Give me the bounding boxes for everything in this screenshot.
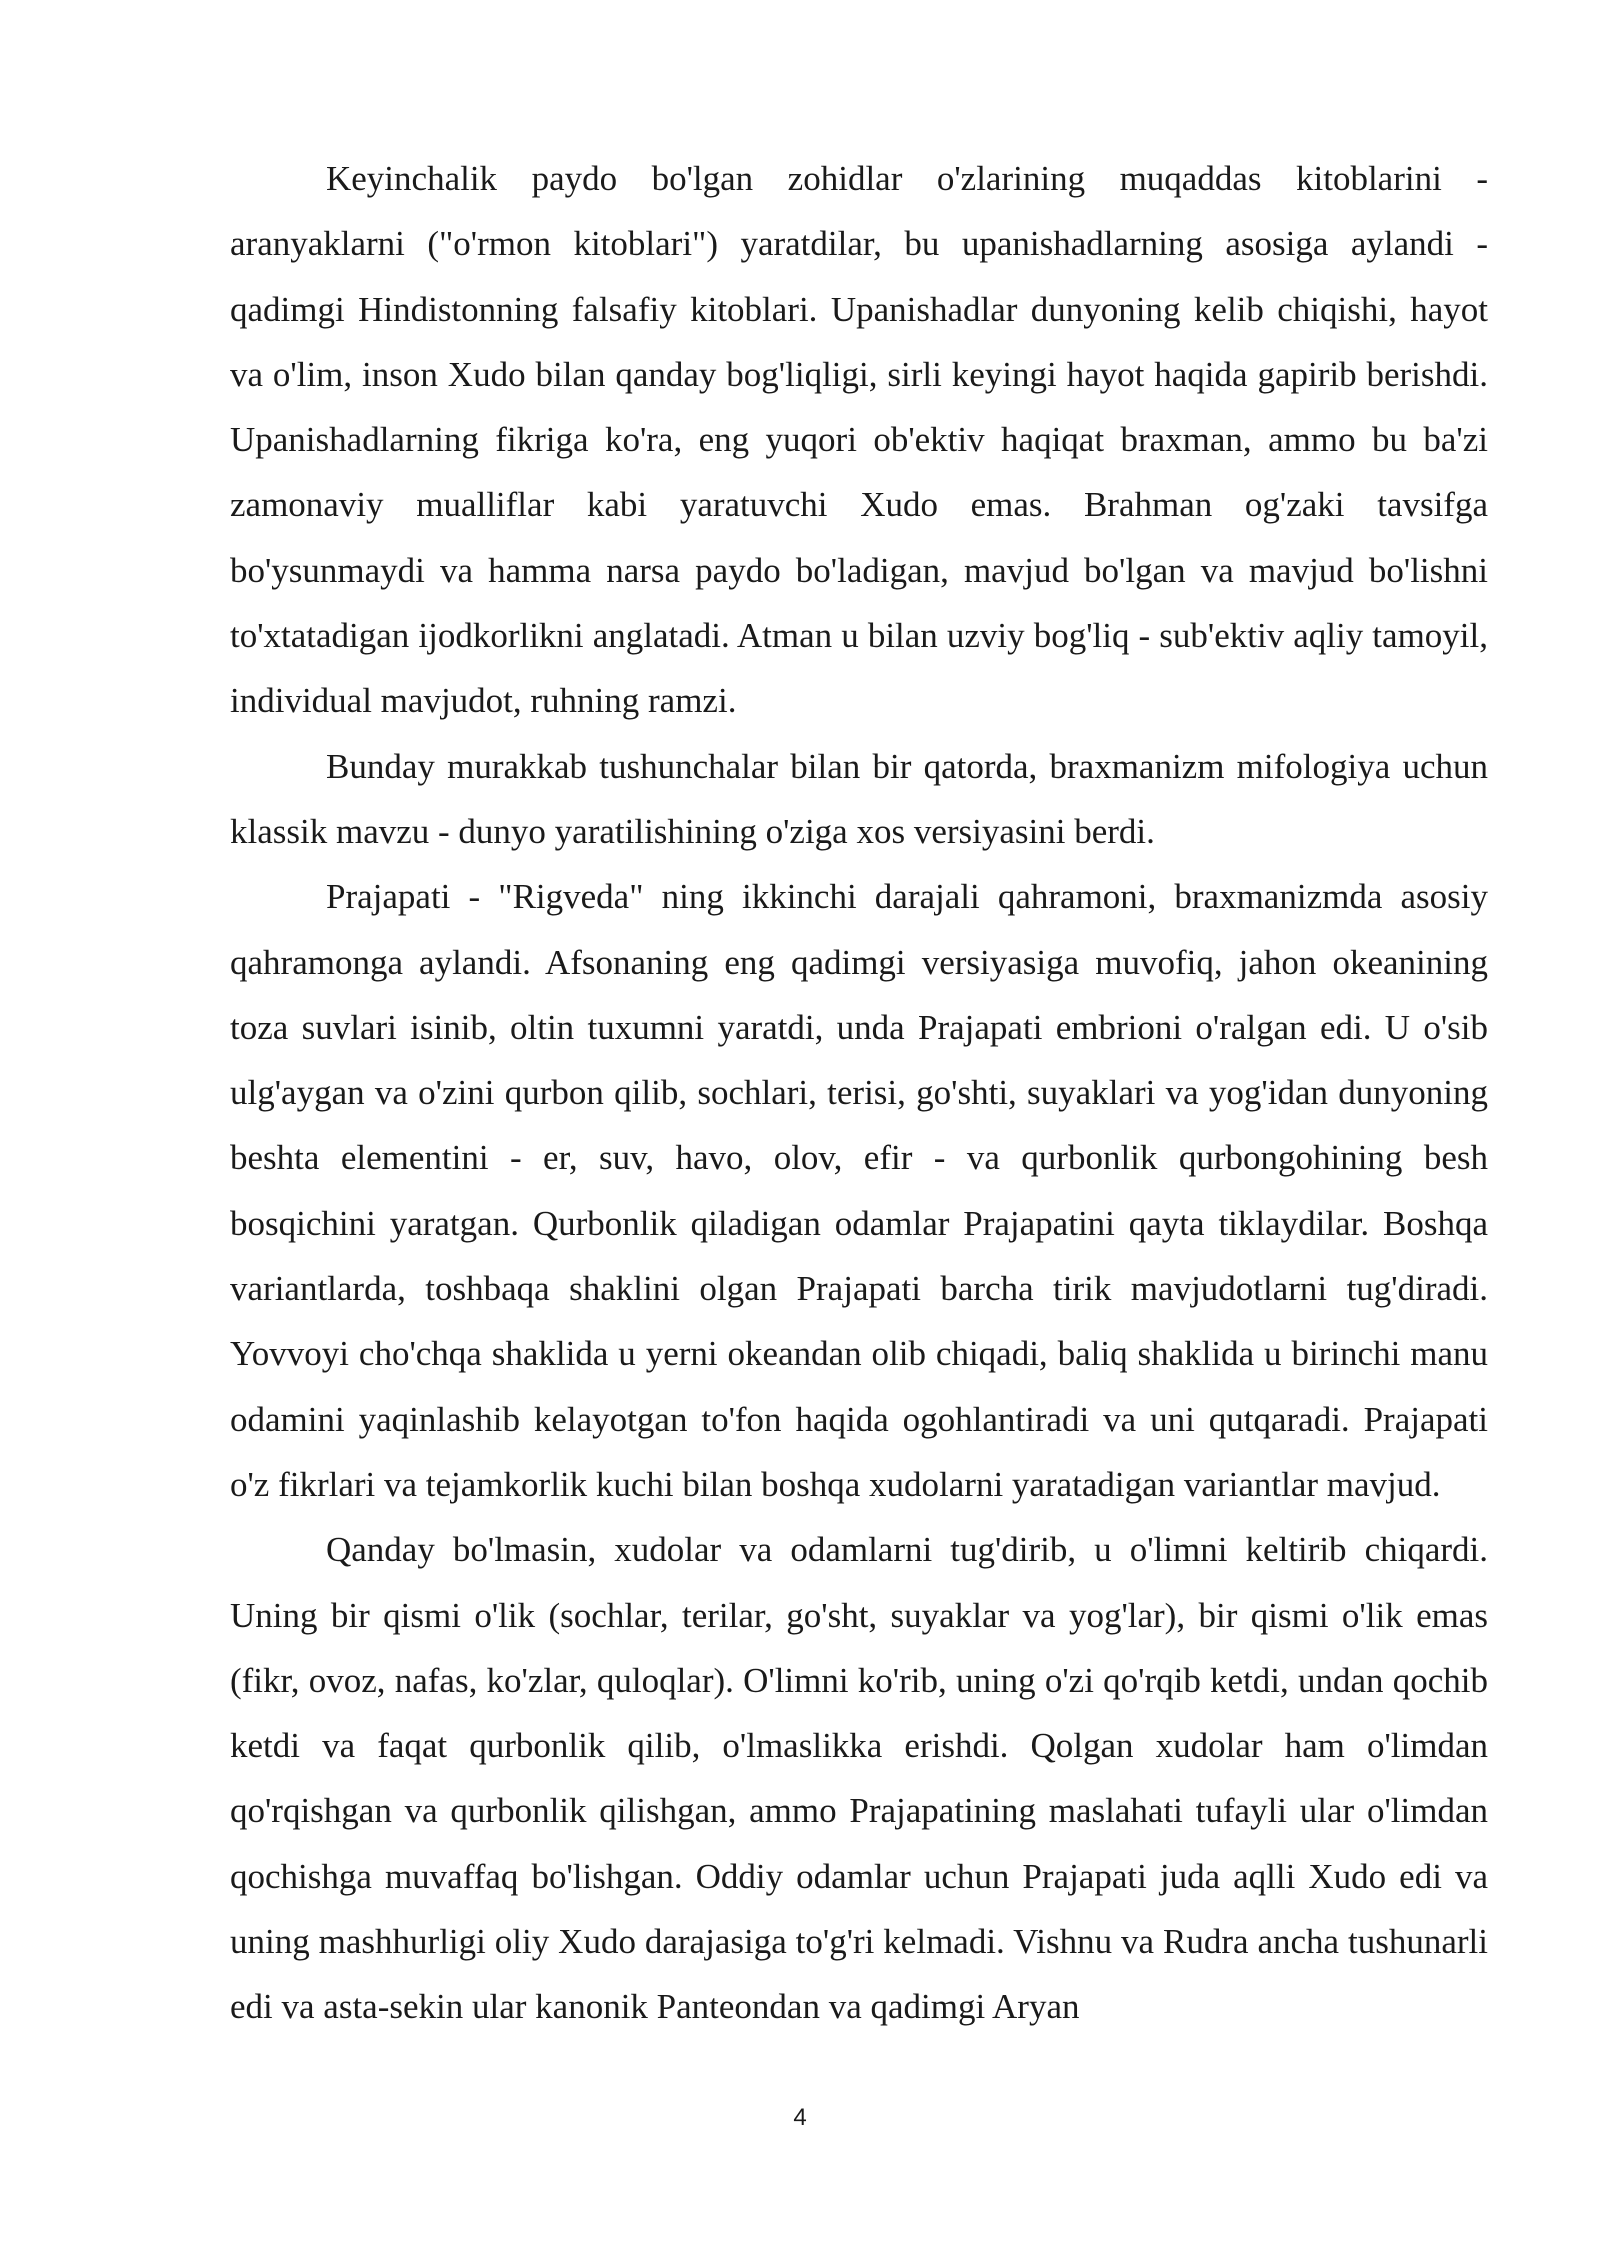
paragraph-2: Bunday murakkab tushunchalar bilan bir qatorda, braxmanizm mifologiya uchun klassik mavzu - dunyo yaratilishining o'ziga xos versiyasini berdi. (230, 746, 1488, 851)
paragraph-3: Prajapati - "Rigveda" ning ikkinchi darajali qahramoni, braxmanizmda asosiy qahramonga aylandi. Afsonaning eng qadimgi versiyasiga muvofiq, jahon okeanining toza suvlari isinib, oltin tuxumni yaratdi, unda Prajapati embrioni o'ralgan edi. U o'sib ulg'aygan va o'zini qurbon qilib, sochlari, terisi, go'shti, suyaklari va yog'idan dunyoning beshta elementini - er, suv, havo, olov, efir - va qurbonlik qurbongohining besh bosqichini yaratgan. Qurbonlik qiladigan odamlar Prajapatini qayta tiklaydilar. Boshqa variantlarda, toshbaqa shaklini olgan Prajapati barcha tirik mavjudotlarni tug'diradi. Yovvoyi cho'chqa shaklida u yerni okeandan olib chiqadi, baliq shaklida u birinchi manu odamini yaqinlashib kelayotgan to'fon haqida ogohlantiradi va uni qutqaradi. Prajapati o'z fikrlari va tejamkorlik kuchi bilan boshqa xudolarni yaratadigan variantlar mavjud. (230, 877, 1488, 1504)
paragraph-4: Qanday bo'lmasin, xudolar va odamlarni tug'dirib, u o'limni keltirib chiqardi. Uning bir qismi o'lik (sochlar, terilar, go'sht, suyaklar va yog'lar), bir qismi o'lik emas (fikr, ovoz, nafas, ko'zlar, quloqlar). O'limni ko'rib, uning o'zi qo'rqib ketdi, undan qochib ketdi va faqat qurbonlik qilib, o'lmaslikka erishdi. Qolgan xudolar ham o'limdan qo'rqishgan va qurbonlik qilishgan, ammo Prajapatining maslahati tufayli ular o'limdan qochishga muvaffaq bo'lishgan. Oddiy odamlar uchun Prajapati juda aqlli Xudo edi va uning mashhurligi oliy Xudo darajasiga to'g'ri kelmadi. Vishnu va Rudra ancha tushunarli edi va asta-sekin ular kanonik Panteondan va qadimgi Aryan (230, 1530, 1488, 2027)
body-text (230, 146, 1488, 2040)
page-number: 4 (793, 2104, 807, 2131)
paragraph-1: Keyinchalik paydo bo'lgan zohidlar o'zlarining muqaddas kitoblarini - aranyaklarni ("o'rmon kitoblari") yaratdilar, bu upanishadlarning asosiga aylandi - qadimgi Hindistonning falsafiy kitoblari. Upanishadlar dunyoning kelib chiqishi, hayot va o'lim, inson Xudo bilan qanday bog'liqligi, sirli keyingi hayot haqida gapirib berishdi. Upanishadlarning fikriga ko'ra, eng yuqori ob'ektiv haqiqat braxman, ammo bu ba'zi zamonaviy mualliflar kabi yaratuvchi Xudo emas. Brahman og'zaki tavsifga bo'ysunmaydi va hamma narsa paydo bo'ladigan, mavjud bo'lgan va mavjud bo'lishni to'xtatadigan ijodkorlikni anglatadi. Atman u bilan uzviy bog'liq - sub'ektiv aqliy tamoyil, individual mavjudot, ruhning ramzi. (230, 159, 1488, 721)
